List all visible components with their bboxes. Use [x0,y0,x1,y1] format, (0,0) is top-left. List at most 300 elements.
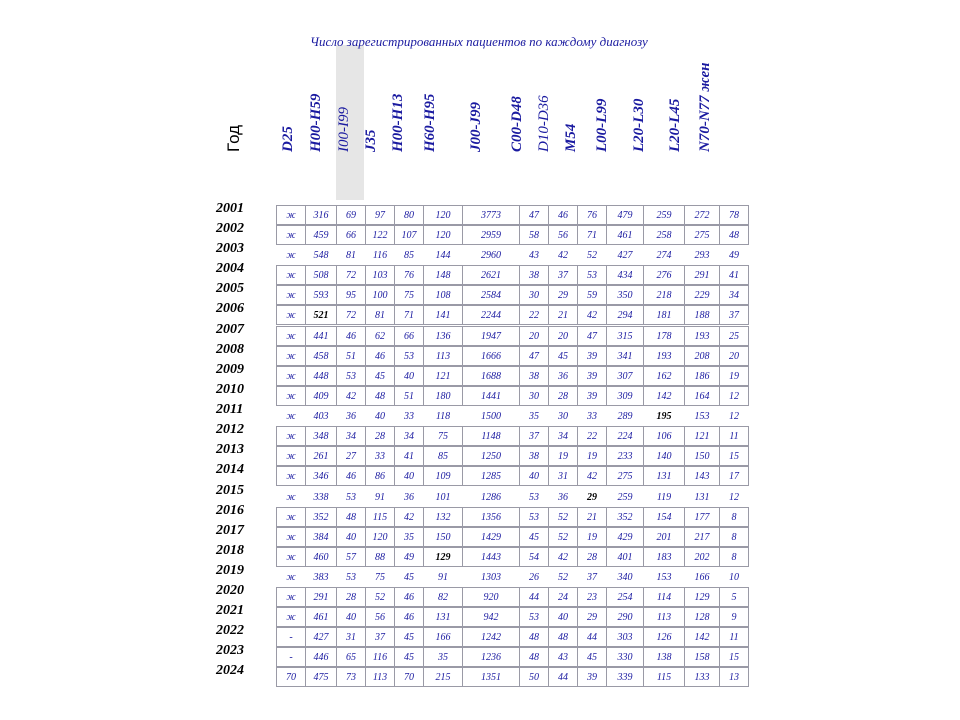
table-cell: 383 [313,571,329,583]
table-cell: 403 [313,410,329,422]
year-column-header: Год [224,124,243,152]
table-cell: 48 [365,386,395,406]
table-cell: 448 [305,366,337,386]
table-cell: 5 [719,587,749,607]
table-cell: 100 [365,285,395,305]
table-cell: 65 [336,647,366,667]
table-cell: 53 [529,491,539,503]
table-cell: 290 [606,607,644,627]
table-cell: 429 [606,527,644,547]
table-cell: 58 [519,225,549,245]
table-cell: 119 [656,491,672,503]
table-cell: 129 [423,547,463,567]
table-cell: 53 [577,265,607,285]
table-cell: 116 [365,647,395,667]
table-cell: 121 [423,366,463,386]
table-cell: 1666 [462,346,520,366]
table-cell: ж [276,326,306,346]
table-cell: 72 [336,305,366,325]
table-cell: 144 [435,249,451,261]
year-label: 2018 [216,543,244,558]
table-cell: 1351 [462,667,520,687]
table-cell: ж [276,225,306,245]
table-cell: 166 [423,627,463,647]
table-row [276,366,748,386]
table-cell: 341 [606,346,644,366]
table-cell: 114 [643,587,685,607]
table-cell: 118 [435,410,451,422]
table-cell: 34 [548,426,578,446]
table-cell: 427 [305,627,337,647]
table-row [276,285,748,305]
table-cell: 1148 [462,426,520,446]
table-cell: 31 [548,466,578,486]
table-cell: 46 [394,607,424,627]
year-label: 2011 [216,402,244,417]
table-cell: 42 [336,386,366,406]
table-cell: 352 [606,507,644,527]
table-cell: 9 [719,607,749,627]
table-cell: 46 [336,466,366,486]
year-label: 2006 [216,301,244,316]
table-cell: 461 [305,607,337,627]
table-row [276,305,748,325]
table-cell: 46 [548,205,578,225]
table-cell: 46 [394,587,424,607]
table-cell: 57 [336,547,366,567]
table-cell: 76 [577,205,607,225]
table-cell: ж [286,249,296,261]
table-row [276,527,748,547]
table-row [276,205,748,225]
table-cell: 33 [587,410,597,422]
table-cell: 30 [519,285,549,305]
table-cell: 82 [423,587,463,607]
table-cell: 259 [643,205,685,225]
year-label: 2016 [216,503,244,518]
column-header-2: I00-I99 [336,107,352,152]
table-cell: 2959 [462,225,520,245]
table-cell: 143 [684,466,720,486]
table-cell: 52 [365,587,395,607]
table-row [276,547,748,567]
table-cell: 39 [577,346,607,366]
table-cell: 19 [577,446,607,466]
table-cell: 19 [719,366,749,386]
table-cell: 38 [519,446,549,466]
year-label: 2009 [216,362,244,377]
table-cell: ж [276,265,306,285]
table-cell: 330 [606,647,644,667]
table-cell: 140 [643,446,685,466]
table-cell: 12 [729,491,739,503]
table-cell: 36 [346,410,356,422]
table-cell: 20 [719,346,749,366]
table-cell: 43 [529,249,539,261]
table-cell: 942 [462,607,520,627]
table-cell: 71 [577,225,607,245]
table-cell: 315 [606,326,644,346]
table-cell: 56 [548,225,578,245]
table-cell: 116 [372,249,388,261]
table-cell: 188 [684,305,720,325]
column-header-11: L20-L30 [631,98,647,152]
table-cell: 350 [606,285,644,305]
table-cell: 86 [365,466,395,486]
table-cell: 346 [305,466,337,486]
table-cell: 35 [529,410,539,422]
table-cell: ж [276,205,306,225]
table-cell: 37 [587,571,597,583]
table-cell: 106 [643,426,685,446]
table-cell: 40 [519,466,549,486]
column-header-8: D10-D36 [536,95,552,152]
table-cell: 33 [404,410,414,422]
table-row [276,567,748,587]
table-cell: 141 [423,305,463,325]
table-row [276,406,748,426]
year-label: 2002 [216,221,244,236]
table-cell: 479 [606,205,644,225]
table-cell: ж [276,527,306,547]
table-cell: 108 [423,285,463,305]
table-cell: ж [276,366,306,386]
table-cell: 120 [423,205,463,225]
table-cell: 71 [394,305,424,325]
table-cell: 34 [719,285,749,305]
table-cell: 434 [606,265,644,285]
table-cell: 44 [519,587,549,607]
table-cell: 22 [577,426,607,446]
table-cell: 53 [519,607,549,627]
table-cell: 40 [336,607,366,627]
table-cell: 42 [558,249,568,261]
table-cell: 41 [719,265,749,285]
table-cell: 289 [617,410,633,422]
table-cell: 153 [656,571,672,583]
table-cell: 24 [548,587,578,607]
table-cell: 224 [606,426,644,446]
table-cell: 521 [305,305,337,325]
table-cell: 48 [519,627,549,647]
table-cell: 120 [365,527,395,547]
table-cell: 15 [719,647,749,667]
table-cell: 45 [519,527,549,547]
table-cell: 2584 [462,285,520,305]
table-cell: 409 [305,386,337,406]
table-cell: 593 [305,285,337,305]
table-cell: 258 [643,225,685,245]
table-cell: 19 [548,446,578,466]
table-cell: 47 [519,346,549,366]
table-cell: 49 [394,547,424,567]
table-cell: 183 [643,547,685,567]
table-cell: 2621 [462,265,520,285]
table-cell: 36 [404,491,414,503]
column-header-13: N70-N77 жен [697,62,713,152]
table-cell: 1303 [481,571,501,583]
table-cell: 193 [684,326,720,346]
table-cell: 2244 [462,305,520,325]
table-cell: 475 [305,667,337,687]
table-cell: 31 [336,627,366,647]
table-cell: 40 [375,410,385,422]
table-cell: 45 [404,571,414,583]
table-cell: 1236 [462,647,520,667]
year-label: 2007 [216,322,244,337]
table-cell: 254 [606,587,644,607]
table-cell: 50 [519,667,549,687]
table-cell: ж [276,587,306,607]
table-cell: 38 [519,366,549,386]
table-cell: 33 [365,446,395,466]
table-cell: 44 [548,667,578,687]
table-cell: 8 [719,507,749,527]
table-cell: 52 [548,507,578,527]
table-cell: 48 [336,507,366,527]
table-cell: 275 [606,466,644,486]
table-cell: 53 [336,366,366,386]
column-header-0: D25 [280,126,296,152]
table-row [276,507,748,527]
table-cell: 52 [558,571,568,583]
table-cell: 20 [519,326,549,346]
table-cell: 136 [423,326,463,346]
table-row [276,326,748,346]
table-cell: 39 [577,667,607,687]
table-cell: 56 [365,607,395,627]
table-cell: 120 [423,225,463,245]
table-cell: 37 [519,426,549,446]
table-row [276,647,748,667]
table-cell: 42 [577,466,607,486]
table-cell: 3773 [462,205,520,225]
table-cell: 113 [365,667,395,687]
table-cell: 115 [643,667,685,687]
table-cell: 66 [394,326,424,346]
table-cell: 51 [336,346,366,366]
table-cell: 21 [548,305,578,325]
table-cell: 45 [394,627,424,647]
table-cell: 148 [423,265,463,285]
table-cell: 8 [719,527,749,547]
table-cell: 8 [719,547,749,567]
table-cell: 293 [694,249,710,261]
table-cell: 218 [643,285,685,305]
table-cell: 37 [719,305,749,325]
table-cell: ж [276,446,306,466]
table-cell: 28 [336,587,366,607]
table-cell: 42 [394,507,424,527]
table-cell: - [276,647,306,667]
table-cell: 215 [423,667,463,687]
year-label: 2010 [216,382,244,397]
table-cell: 316 [305,205,337,225]
table-cell: ж [276,507,306,527]
table-cell: 78 [719,205,749,225]
table-cell: 91 [375,491,385,503]
table-cell: 122 [365,225,395,245]
table-cell: 44 [577,627,607,647]
table-cell: 39 [577,386,607,406]
table-cell: 158 [684,647,720,667]
table-cell: 180 [423,386,463,406]
table-cell: ж [276,386,306,406]
table-cell: 195 [656,410,672,422]
table-cell: 339 [606,667,644,687]
table-cell: ж [276,466,306,486]
table-cell: 28 [548,386,578,406]
table-cell: 178 [643,326,685,346]
table-cell: 46 [365,346,395,366]
table-cell: 81 [346,249,356,261]
table-cell: 49 [729,249,739,261]
table-cell: 460 [305,547,337,567]
table-cell: 29 [587,491,597,503]
column-header-9: M54 [563,123,579,152]
table-cell: 53 [519,507,549,527]
table-cell: 35 [423,647,463,667]
table-cell: 1286 [481,491,501,503]
table-cell: 107 [394,225,424,245]
year-label: 2022 [216,623,244,638]
table-cell: 53 [394,346,424,366]
column-header-12: L20-L45 [667,98,683,152]
table-cell: 150 [423,527,463,547]
table-cell: 88 [365,547,395,567]
table-cell: 131 [643,466,685,486]
table-row [276,587,748,607]
table-row [276,627,748,647]
table-cell: 446 [305,647,337,667]
column-header-10: L00-L99 [594,98,610,152]
table-cell: 48 [719,225,749,245]
table-cell: 115 [365,507,395,527]
table-cell: 193 [643,346,685,366]
table-cell: 259 [617,491,633,503]
table-cell: 73 [336,667,366,687]
table-row [276,667,748,687]
column-header-3: J35 [363,129,379,152]
table-cell: 208 [684,346,720,366]
table-cell: ж [276,426,306,446]
table-cell: 40 [548,607,578,627]
table-cell: 129 [684,587,720,607]
table-cell: ж [276,305,306,325]
table-cell: 154 [643,507,685,527]
table-cell: ж [286,571,296,583]
column-header-7: C00-D48 [509,96,525,152]
table-cell: 34 [336,426,366,446]
table-cell: 20 [548,326,578,346]
table-cell: 133 [684,667,720,687]
table-cell: 181 [643,305,685,325]
table-cell: 1429 [462,527,520,547]
table-cell: 233 [606,446,644,466]
column-header-5: H60-H95 [422,93,438,152]
year-label: 2012 [216,422,244,437]
table-cell: 81 [365,305,395,325]
table-cell: 338 [313,491,329,503]
table-cell: 59 [577,285,607,305]
table-cell: 40 [394,466,424,486]
table-cell: 150 [684,446,720,466]
table-cell: 142 [684,627,720,647]
year-label: 2014 [216,462,244,477]
table-cell: ж [276,547,306,567]
table-cell: 85 [404,249,414,261]
table-cell: 75 [375,571,385,583]
table-cell: 48 [519,647,549,667]
table-cell: 113 [423,346,463,366]
table-cell: 47 [519,205,549,225]
table-cell: 48 [548,627,578,647]
table-cell: 42 [577,305,607,325]
table-cell: 72 [336,265,366,285]
table-cell: 126 [643,627,685,647]
table-row [276,607,748,627]
table-cell: 70 [276,667,306,687]
table-cell: 30 [519,386,549,406]
table-cell: 229 [684,285,720,305]
table-cell: 275 [684,225,720,245]
table-cell: 27 [336,446,366,466]
table-cell: 1688 [462,366,520,386]
column-header-6: J00-J99 [468,102,484,152]
table-cell: 303 [606,627,644,647]
table-cell: 1250 [462,446,520,466]
table-cell: 307 [606,366,644,386]
table-cell: 37 [365,627,395,647]
table-cell: 11 [719,426,749,446]
table-cell: 37 [548,265,578,285]
table-cell: 40 [394,366,424,386]
table-cell: 109 [423,466,463,486]
table-cell: 461 [606,225,644,245]
table-cell: 38 [519,265,549,285]
year-label: 2003 [216,241,244,256]
table-cell: 52 [548,527,578,547]
table-cell: 36 [548,366,578,386]
table-cell: 22 [519,305,549,325]
table-row [276,245,748,265]
table-row [276,426,748,446]
table-cell: 53 [346,491,356,503]
table-cell: 15 [719,446,749,466]
table-cell: 45 [394,647,424,667]
table-cell: 261 [305,446,337,466]
table-cell: 11 [719,627,749,647]
table-cell: 1285 [462,466,520,486]
table-cell: 2960 [481,249,501,261]
table-cell: 401 [606,547,644,567]
table-cell: 34 [394,426,424,446]
table-row [276,346,748,366]
table-cell: 309 [606,386,644,406]
table-cell: 153 [694,410,710,422]
table-cell: 274 [656,249,672,261]
year-label: 2021 [216,603,244,618]
table-cell: 75 [423,426,463,446]
column-header-1: H00-H59 [308,93,324,152]
table-cell: 508 [305,265,337,285]
table-cell: 920 [462,587,520,607]
table-cell: 458 [305,346,337,366]
table-cell: 10 [729,571,739,583]
table-cell: 352 [305,507,337,527]
table-cell: 548 [313,249,329,261]
table-cell: ж [276,285,306,305]
